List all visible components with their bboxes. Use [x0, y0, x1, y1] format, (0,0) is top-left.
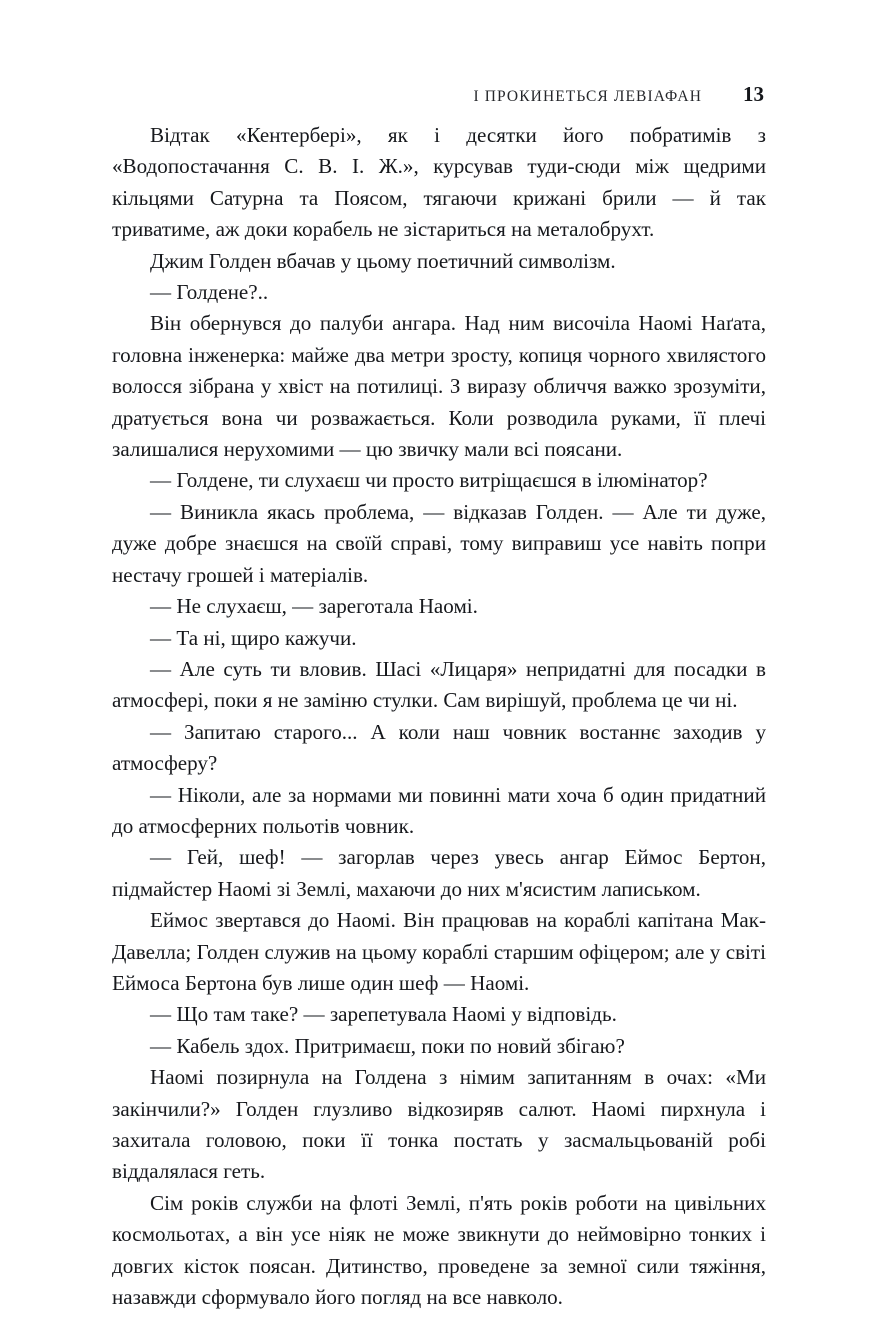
paragraph: Еймос звертався до Наомі. Він працював на кораблі капітана Мак-Давелла; Голден служив на цьому кораблі старшим офіцером; але у світі Еймоса Бертона був лише один шеф — Наомі. [112, 908, 766, 995]
paragraph: Сім років служби на флоті Землі, п'ять років роботи на цивільних космольотах, а він усе ніяк не може звикнути до неймовірно тонких і довгих кісток поясан. Дитинство, проведене за земної сили тяжіння, назавжди сформувало його погляд на все навколо. [112, 1190, 766, 1310]
running-head [111, 82, 764, 107]
paragraph: Відтак «Кентербері», як і десятки його побратимів з «Водопостачання С. В. І. Ж.», курсував туди-сюди між щедрими кільцями Сатурна та Поясом, тягаючи крижані брили — й так триватиме, аж доки корабель не зістариться на металобрухт. [112, 123, 766, 242]
paragraph: — Не слухаєш, — зареготала Наомі. [150, 594, 478, 619]
paragraph: — Запитаю старого... А коли наш човник востаннє заходив у атмосферу? [112, 719, 766, 776]
paragraph: — Голдене, ти слухаєш чи просто витріщаєшся в ілюмінатор? [150, 468, 708, 493]
paragraph: Джим Голден вбачав у цьому поетичний символізм. [150, 248, 616, 273]
paragraph: — Виникла якась проблема, — відказав Голден. — Але ти дуже, дуже добре знаєшся на своїй справі, тому виправиш усе навіть попри нестачу грошей і матеріалів. [112, 499, 766, 587]
paragraph: — Що там таке? — зарепетувала Наомі у відповідь. [150, 1002, 617, 1027]
paragraph: Наомі позирнула на Голдена з німим запитанням в очах: «Ми закінчили?» Голден глузливо відкозиряв салют. Наомі пирхнула і захитала головою, поки її тонка постать у засмальцьованій робі віддалялася геть. [112, 1065, 766, 1184]
paragraph: — Гей, шеф! — загорлав через увесь ангар Еймос Бертон, підмайстер Наомі зі Землі, махаючи до них м'ясистим лаписьком. [112, 845, 766, 901]
paragraph: — Голдене?.. [150, 280, 269, 305]
body-text [112, 120, 766, 1313]
running-head-title: І ПРОКИНЕТЬСЯ ЛЕВІАФАН [473, 88, 702, 105]
paragraph: Він обернувся до палуби ангара. Над ним височіла Наомі Наґата, головна інженерка: майже два метри зросту, копиця чорного хвилястого волосся зібрана у хвіст на потилиці. З виразу обличчя важко зрозуміти, дратується вона чи розважається. Коли розводила руками, її плечі залишалися нерухомими — цю звичку мали всі поясани. [112, 311, 766, 462]
page-number: 13 [743, 82, 764, 106]
paragraph: — Але суть ти вловив. Шасі «Лицаря» непридатні для посадки в атмосфері, поки я не заміню стулки. Сам вирішуй, проблема це чи ні. [112, 656, 766, 713]
paragraph: — Ніколи, але за нормами ми повинні мати хоча б один придатний до атмосферних польотів човник. [112, 782, 766, 838]
paragraph: — Та ні, щиро кажучи. [150, 625, 357, 650]
paragraph: — Кабель здох. Притримаєш, поки по новий збігаю? [150, 1033, 625, 1058]
